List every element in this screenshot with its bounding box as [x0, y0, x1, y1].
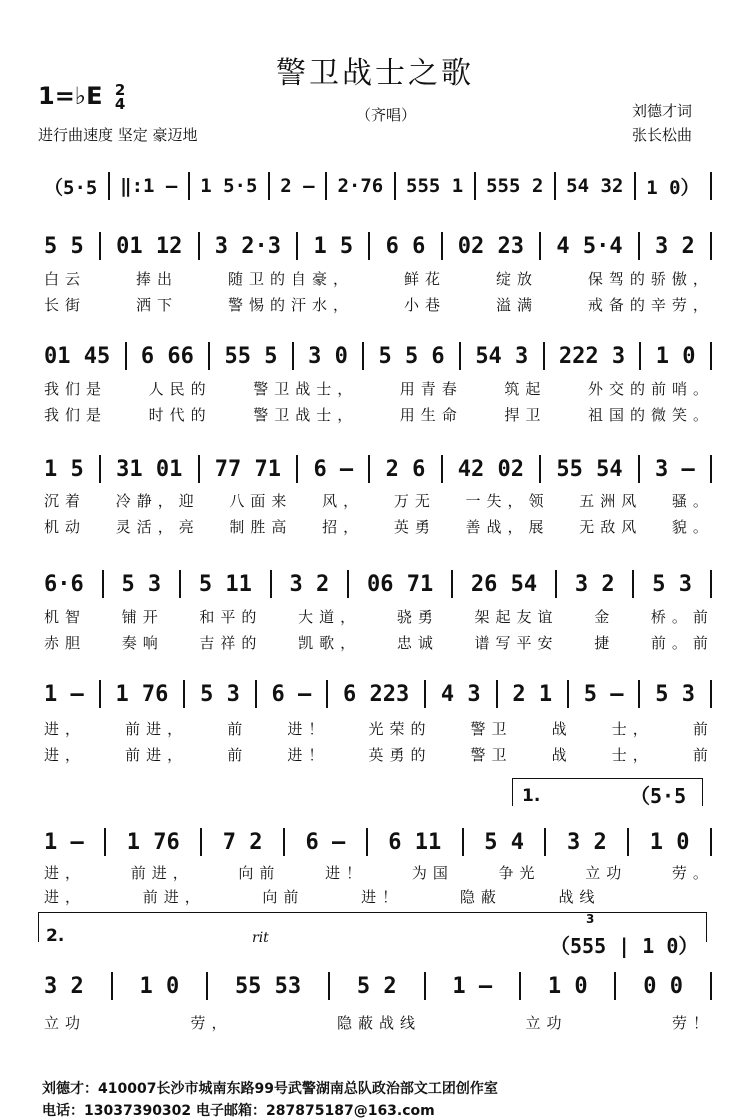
lyric-word: 向前 [262, 888, 305, 906]
lyrics-line-5-verse-1 [44, 606, 714, 627]
lyric-word: 捷 [594, 634, 616, 652]
lyric-word: 貌。 [671, 518, 714, 536]
bar-line [179, 570, 181, 598]
measure: 2 – [280, 175, 315, 197]
lyric-word: 我们是 [44, 406, 108, 424]
bar-line [459, 342, 461, 370]
bar-line [292, 342, 294, 370]
bar-line [368, 232, 370, 260]
bar-line [441, 232, 443, 260]
notes-line-1 [44, 172, 714, 200]
bar-line [362, 342, 364, 370]
lyrics-line-8-verse-1 [44, 1012, 714, 1033]
lyric-word: 士， [611, 746, 654, 764]
composer-credit: 张长松曲 [632, 126, 693, 144]
bar-line [188, 172, 190, 200]
measure: 1 76 [126, 829, 180, 855]
bar-line [519, 972, 521, 1000]
bar-line [206, 972, 208, 1000]
lyric-word: 争光 [498, 864, 541, 882]
measure: 1 – [44, 829, 84, 855]
lyric-word: 小巷 [403, 296, 446, 314]
measure: 7 2 [222, 829, 263, 855]
measure: 77 71 [214, 456, 282, 482]
bar-line [102, 570, 104, 598]
lyric-word: 战 [551, 746, 573, 764]
lyric-word: 立功 [525, 1014, 568, 1032]
ritardando-marking: rit [252, 930, 269, 946]
measure: 02 23 [457, 233, 524, 259]
ending-1-bracket-right [702, 778, 703, 806]
lyric-word: 我们是 [44, 380, 108, 398]
lyric-word: 保驾的骄傲， [587, 270, 714, 288]
lyric-word: 进！ [361, 888, 404, 906]
lyric-word: 招， [322, 518, 365, 536]
bar-line [326, 680, 328, 708]
notes-line-8 [44, 972, 714, 1000]
measure: 5 5 [44, 233, 84, 259]
lyric-word: 劳， [190, 1014, 233, 1032]
lyric-word: 万无 [393, 492, 436, 510]
bar-line [539, 455, 541, 483]
key-signature [38, 82, 125, 111]
lyric-word: 英勇 [393, 518, 436, 536]
lyrics-line-3-verse-1 [44, 378, 714, 399]
ending-2-label: 2. [46, 926, 65, 946]
measure: 3 2 [289, 571, 330, 597]
bar-line [543, 342, 545, 370]
measure: 54 32 [566, 175, 624, 197]
bar-line [183, 680, 185, 708]
lyric-word: 冷静，迎 [115, 492, 200, 510]
bar-line [710, 342, 712, 370]
measure: 0 0 [643, 973, 684, 999]
lyrics-line-2-verse-2 [44, 294, 714, 315]
bar-line [268, 172, 270, 200]
measure: 1 0 [139, 973, 180, 999]
bar-line [111, 972, 113, 1000]
bar-line [496, 680, 498, 708]
lyric-word: 制胜高 [229, 518, 293, 536]
measure: 01 12 [116, 233, 183, 259]
lyric-word: 劳。 [671, 864, 714, 882]
measure: 5 – [583, 681, 624, 707]
bar-line [639, 342, 641, 370]
footer-contact: 电话：13037390302 电子邮箱：287875187@163.com [42, 1103, 435, 1119]
bar-line [710, 680, 712, 708]
lyric-word: 警卫战士， [253, 380, 359, 398]
measure: 6 6 [385, 233, 426, 259]
bar-line [710, 828, 712, 856]
lyric-word: 奏响 [121, 634, 164, 652]
bar-line [368, 455, 370, 483]
lyric-word: 捧出 [135, 270, 178, 288]
lyrics-line-5-verse-2 [44, 632, 714, 653]
bar-line [270, 570, 272, 598]
lyric-word: 进！ [287, 720, 330, 738]
bar-line [638, 455, 640, 483]
notes-line-6 [44, 680, 714, 708]
measure: 3 2 [655, 233, 695, 259]
lyric-word: 随卫的自豪， [227, 270, 354, 288]
lyric-word: 进， [44, 720, 87, 738]
bar-line [283, 828, 285, 856]
notes-line-3 [44, 342, 714, 370]
measure: 6 – [313, 456, 354, 482]
measure: ‖:1 – [120, 175, 178, 197]
lyric-word: 溢满 [495, 296, 538, 314]
lyric-word: 机智 [44, 608, 87, 626]
ending-1-notes: （5·5 [630, 784, 687, 808]
bar-line [544, 828, 546, 856]
time-sig-bottom: 4 [114, 95, 126, 113]
lyrics-line-7-verse-2 [44, 886, 714, 907]
measure: （5·5 [44, 176, 98, 199]
measure: 3 0 [308, 343, 348, 369]
lyric-word: 进！ [287, 746, 330, 764]
measure: 31 01 [116, 456, 183, 482]
lyric-word: 忠诚 [396, 634, 439, 652]
bar-line [614, 972, 616, 1000]
measure: 26 54 [470, 571, 538, 597]
measure: 54 3 [475, 343, 529, 369]
lyric-word: 战 [551, 720, 573, 738]
lyric-word: 英勇的 [368, 746, 432, 764]
ending-2-notes: （555 | 1 0） [550, 934, 699, 958]
ending-2-bracket-top [38, 912, 706, 913]
lyric-word: 前 [692, 746, 714, 764]
bar-line [255, 680, 257, 708]
lyric-word: 警卫 [470, 720, 513, 738]
lyric-word: 前 [227, 746, 249, 764]
measure: 555 1 [406, 175, 464, 197]
measure: 3 2 [566, 829, 607, 855]
lyric-word: 人民的 [148, 380, 212, 398]
bar-line [325, 172, 327, 200]
song-title: 警卫战士之歌 [276, 56, 474, 91]
lyric-word: 立功 [44, 1014, 87, 1032]
lyric-word: 凯歌， [298, 634, 362, 652]
lyric-word: 用生命 [399, 406, 463, 424]
lyric-word: 前 [692, 720, 714, 738]
notes-line-7 [44, 828, 714, 856]
measure: 5 3 [655, 681, 695, 707]
lyric-word: 进， [44, 888, 87, 906]
measure: 06 71 [366, 571, 434, 597]
lyric-word: 进， [44, 864, 87, 882]
measure: 6 – [271, 681, 312, 707]
bar-line [104, 828, 106, 856]
lyric-word: 和平的 [199, 608, 263, 626]
lyric-word: 警卫战士， [253, 406, 359, 424]
lyric-word: 前进， [130, 864, 194, 882]
measure: 1 76 [115, 681, 169, 707]
lyrics-line-4-verse-1 [44, 490, 714, 511]
lyric-word: 五洲风 [579, 492, 643, 510]
footer-address: 刘德才：410007长沙市城南东路99号武警湖南总队政治部文工团创作室 [42, 1081, 498, 1097]
notes-line-2 [44, 232, 714, 260]
measure: 55 54 [556, 456, 623, 482]
lyrics-line-3-verse-2 [44, 404, 714, 425]
measure: 6 66 [140, 343, 194, 369]
measure: 1 – [452, 973, 493, 999]
bar-line [208, 342, 210, 370]
measure: 4 5·4 [556, 233, 623, 259]
measure: 222 3 [558, 343, 626, 369]
bar-line [99, 232, 101, 260]
bar-line [328, 972, 330, 1000]
measure: 1 0 [655, 343, 696, 369]
lyrics-line-7-verse-1 [44, 862, 714, 883]
lyric-word: 赤胆 [44, 634, 87, 652]
key-text: 1=♭E [38, 82, 103, 110]
measure: 1 5·5 [200, 175, 258, 197]
triplet-marking: 3 [586, 912, 595, 926]
bar-line [462, 828, 464, 856]
performance-note: （齐唱） [356, 106, 417, 124]
measure: 6·6 [44, 571, 84, 597]
measure: 2 6 [385, 456, 426, 482]
lyric-word: 立功 [585, 864, 628, 882]
lyric-word: 鲜花 [403, 270, 446, 288]
lyrics-line-6-verse-1 [44, 718, 714, 739]
measure: 3 – [655, 456, 695, 482]
lyric-word: 无敌风 [579, 518, 643, 536]
lyric-word: 前进， [125, 720, 189, 738]
measure: 2 1 [512, 681, 553, 707]
lyric-word: 骚。 [671, 492, 714, 510]
lyric-word: 隐蔽战线 [336, 1014, 421, 1032]
bar-line [638, 232, 640, 260]
ending-1-bracket-left [512, 778, 513, 806]
bar-line [710, 232, 712, 260]
lyric-word: 警卫 [470, 746, 513, 764]
bar-line [634, 172, 636, 200]
lyric-word: 向前 [238, 864, 281, 882]
measure: 1 0 [649, 829, 690, 855]
bar-line [627, 828, 629, 856]
lyric-word: 机动 [44, 518, 87, 536]
bar-line [99, 680, 101, 708]
ending-2-bracket-right [706, 912, 707, 942]
bar-line [366, 828, 368, 856]
bar-line [125, 342, 127, 370]
lyric-word: 祖国的微笑。 [587, 406, 714, 424]
bar-line [632, 570, 634, 598]
measure: 1 0 [547, 973, 588, 999]
bar-line [99, 455, 101, 483]
bar-line [198, 455, 200, 483]
measure: 2·76 [337, 175, 384, 197]
lyric-word: 劳！ [671, 1014, 714, 1032]
lyrics-line-2-verse-1 [44, 268, 714, 289]
lyric-word: 用青春 [399, 380, 463, 398]
lyric-word: 警惕的汗水， [227, 296, 354, 314]
notes-line-5 [44, 570, 714, 598]
lyric-word: 捍卫 [504, 406, 547, 424]
lyric-word: 白云 [44, 270, 87, 288]
lyric-word: 筑起 [504, 380, 547, 398]
measure: 5 3 [652, 571, 693, 597]
lyric-word: 时代的 [148, 406, 212, 424]
measure: 3 2 [44, 973, 84, 999]
ending-2-bracket-left [38, 912, 39, 942]
measure: 42 02 [457, 456, 524, 482]
measure: 3 2·3 [214, 233, 282, 259]
bar-line [638, 680, 640, 708]
lyric-word: 铺开 [121, 608, 164, 626]
lyric-word: 金 [594, 608, 616, 626]
lyric-word: 骁勇 [396, 608, 439, 626]
bar-line [198, 232, 200, 260]
lyric-word: 外交的前哨。 [587, 380, 714, 398]
bar-line [539, 232, 541, 260]
lyric-word: 八面来 [229, 492, 293, 510]
lyric-word: 风， [322, 492, 365, 510]
ending-1-bracket-top [512, 778, 702, 779]
lyric-word: 前进， [142, 888, 206, 906]
bar-line [451, 570, 453, 598]
bar-line [296, 232, 298, 260]
lyric-word: 战线 [558, 888, 601, 906]
time-signature [115, 83, 125, 111]
measure: 01 45 [44, 343, 111, 369]
lyric-word: 桥。前 [650, 608, 714, 626]
lyric-word: 进， [44, 746, 87, 764]
bar-line [710, 172, 712, 200]
lyric-word: 绽放 [495, 270, 538, 288]
measure: 55 5 [224, 343, 278, 369]
lyric-word: 前进， [125, 746, 189, 764]
lyric-word: 架起友谊 [474, 608, 559, 626]
bar-line [424, 680, 426, 708]
lyric-word: 沉着 [44, 492, 87, 510]
bar-line [441, 455, 443, 483]
measure: 1 5 [44, 456, 84, 482]
ending-1-label: 1. [522, 786, 541, 806]
bar-line [710, 570, 712, 598]
measure: 6 11 [388, 829, 442, 855]
bar-line [474, 172, 476, 200]
notes-line-4 [44, 455, 714, 483]
measure: 1 0） [646, 176, 700, 199]
lyric-word: 灵活，亮 [115, 518, 200, 536]
lyric-word: 隐蔽 [459, 888, 502, 906]
measure: 555 2 [486, 175, 544, 197]
bar-line [554, 172, 556, 200]
measure: 1 – [44, 681, 84, 707]
lyric-word: 善战，展 [465, 518, 550, 536]
lyric-word: 进！ [325, 864, 368, 882]
tempo-marking: 进行曲速度 坚定 豪迈地 [38, 126, 198, 144]
lyricist-credit: 刘德才词 [632, 102, 693, 120]
bar-line [567, 680, 569, 708]
measure: 5 5 6 [378, 343, 445, 369]
measure: 5 3 [200, 681, 240, 707]
lyrics-line-4-verse-2 [44, 516, 714, 537]
bar-line [347, 570, 349, 598]
measure: 3 2 [574, 571, 615, 597]
lyric-word: 吉祥的 [199, 634, 263, 652]
measure: 6 223 [342, 681, 410, 707]
measure: 1 5 [313, 233, 354, 259]
measure: 5 2 [356, 973, 397, 999]
time-sig-top: 2 [114, 81, 126, 99]
lyric-word: 一失，领 [465, 492, 550, 510]
measure: 5 11 [198, 571, 252, 597]
lyrics-line-6-verse-2 [44, 744, 714, 765]
measure: 55 53 [234, 973, 302, 999]
lyric-word: 大道， [298, 608, 362, 626]
lyric-word: 前。前 [650, 634, 714, 652]
bar-line [710, 972, 712, 1000]
bar-line [108, 172, 110, 200]
lyric-word: 士， [611, 720, 654, 738]
lyric-word: 光荣的 [368, 720, 432, 738]
bar-line [555, 570, 557, 598]
lyric-word: 洒下 [135, 296, 178, 314]
lyric-word: 为国 [411, 864, 454, 882]
measure: 5 3 [121, 571, 162, 597]
measure: 6 – [305, 829, 346, 855]
bar-line [296, 455, 298, 483]
lyric-word: 长街 [44, 296, 87, 314]
bar-line [394, 172, 396, 200]
bar-line [200, 828, 202, 856]
measure: 5 4 [484, 829, 524, 855]
measure: 4 3 [440, 681, 481, 707]
lyric-word: 谱写平安 [474, 634, 559, 652]
lyric-word: 戒备的辛劳， [587, 296, 714, 314]
lyric-word: 前 [227, 720, 249, 738]
bar-line [424, 972, 426, 1000]
bar-line [710, 455, 712, 483]
